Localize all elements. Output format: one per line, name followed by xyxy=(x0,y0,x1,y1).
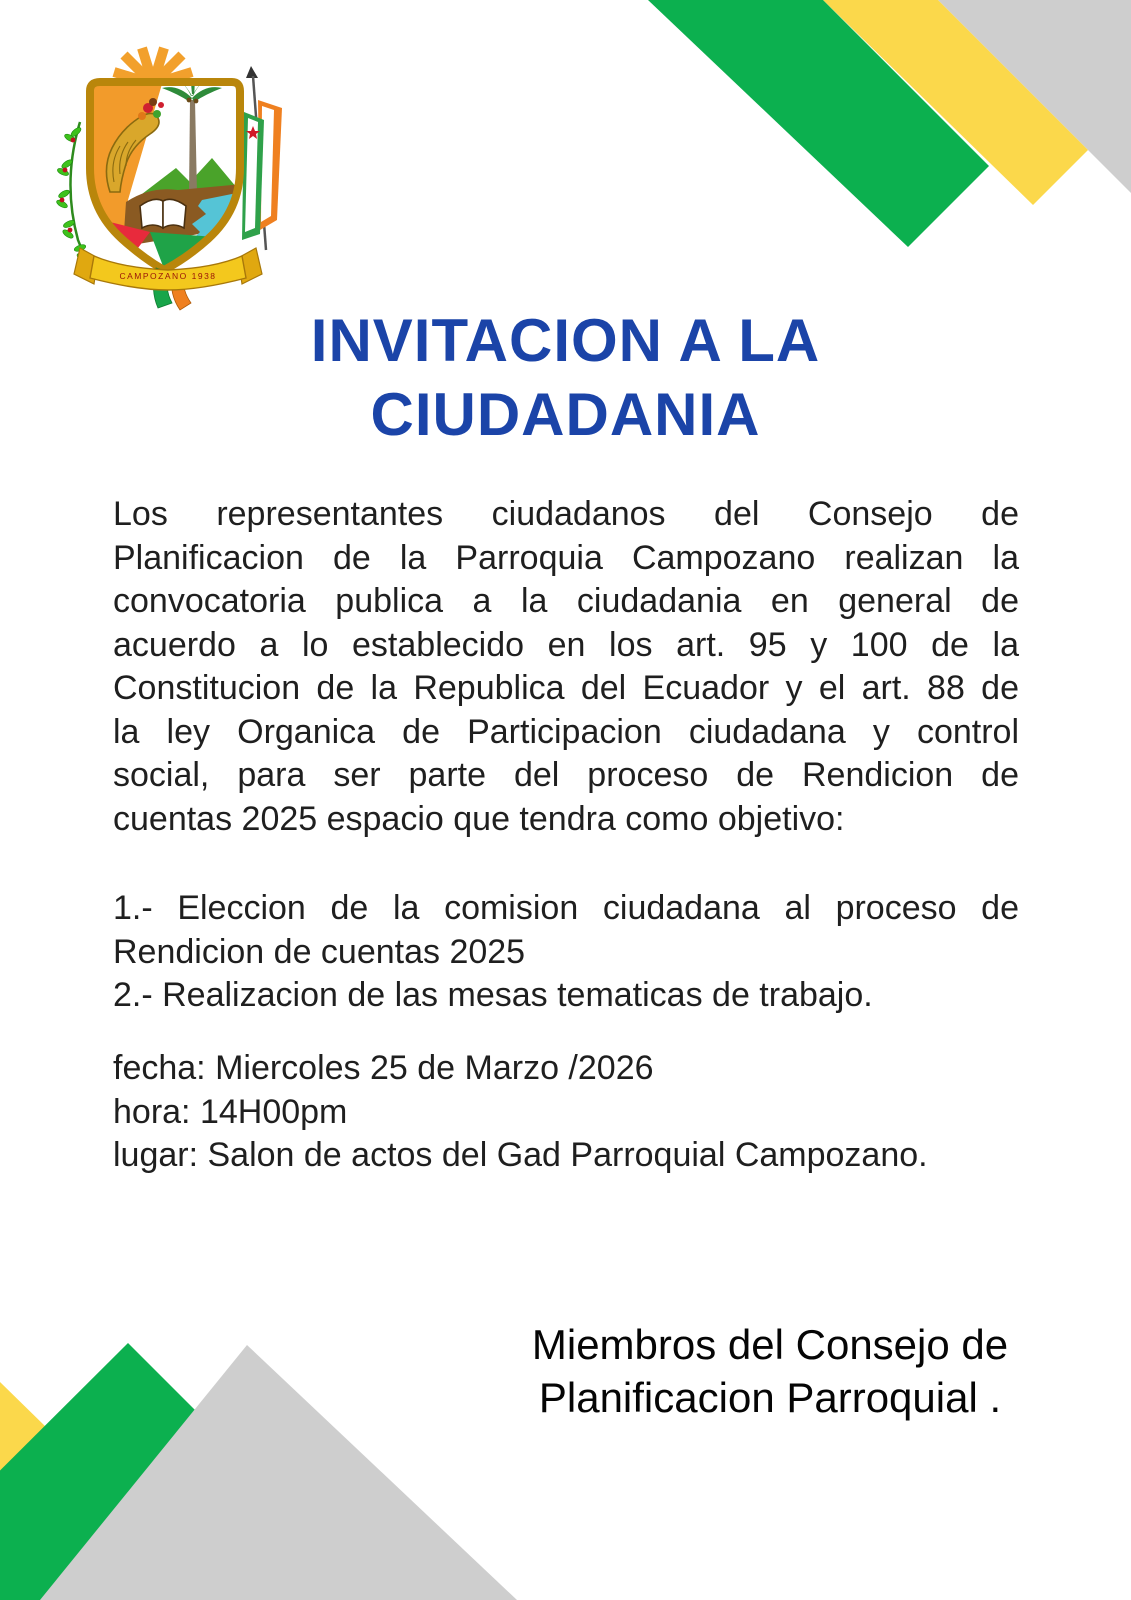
paragraph-line: convocatoria publica a la ciudadania en general de xyxy=(113,582,1019,620)
list-item-line: 2.- Realizacion de las mesas tematicas de trabajo. xyxy=(113,976,873,1014)
paragraph-line: cuentas 2025 espacio que tendra como objetivo: xyxy=(113,799,845,838)
paragraph-line: acuerdo a lo establecido en los art. 95 y 100 de la xyxy=(113,625,1019,664)
event-date: fecha: Miercoles 25 de Marzo /2026 xyxy=(113,1049,654,1087)
flags-icon xyxy=(242,66,282,250)
shield-field xyxy=(88,70,242,274)
title-line-2: CIUDADANIA xyxy=(370,381,761,448)
list-item-line: 1.- Eleccion de la comision ciudadana al proceso de xyxy=(113,889,1019,927)
signature-block xyxy=(480,1318,1060,1424)
banner-text: CAMPOZANO 1938 xyxy=(119,271,217,281)
signature-line-1: Miembros del Consejo de xyxy=(531,1321,1009,1368)
event-place: lugar: Salon de actos del Gad Parroquial Campozano. xyxy=(113,1136,928,1174)
paragraph-line: Planificacion de la Parroquia Campozano realizan la xyxy=(113,538,1019,577)
event-details xyxy=(113,1047,1019,1178)
objectives-list xyxy=(113,887,1019,1018)
open-book-icon xyxy=(140,199,186,228)
paragraph-line: Constitucion de la Republica del Ecuador y el art. 88 de xyxy=(113,669,1019,707)
list-item-line: Rendicion de cuentas 2025 xyxy=(113,932,526,971)
campozano-coat-of-arms xyxy=(50,42,286,314)
signature-line-2: Planificacion Parroquial . xyxy=(538,1374,1002,1421)
paragraph-line: Los representantes ciudadanos del Consejo de xyxy=(113,495,1019,533)
event-time: hora: 14H00pm xyxy=(113,1092,348,1131)
title-line-1: INVITACION A LA xyxy=(310,307,821,374)
page-title xyxy=(0,304,1131,452)
paragraph-line: social, para ser parte del proceso de Rendicion de xyxy=(113,756,1019,794)
paragraph-line: la ley Organica de Participacion ciudadana y control xyxy=(113,712,1019,751)
body-paragraph xyxy=(113,493,1019,841)
